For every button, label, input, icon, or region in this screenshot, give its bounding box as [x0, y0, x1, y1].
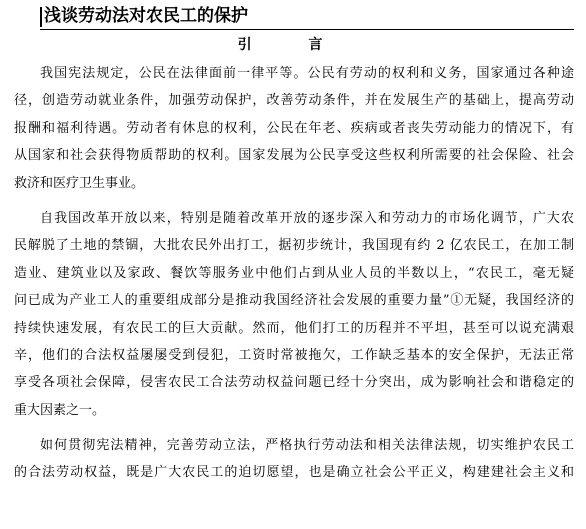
text-line: 自我国改革开放以来，特别是随着改革开放的逐步深入和劳动力的市场化调节，广大农: [40, 210, 574, 226]
text-line: 报酬和福利待遇。劳动者有休息的权利，公民在年老、疾病或者丧失劳动能力的情况下，有: [14, 120, 574, 136]
text-line: 我国宪法规定，公民在法律面前一律平等。公民有劳动的权利和义务，国家通过各种途: [40, 66, 574, 81]
paragraph: [14, 205, 574, 424]
text-line: 持续快速发展，有农民工的巨大贡献。然而，他们打工的历程并不平坦，甚至可以说充满艰: [14, 320, 574, 336]
text-line: 享受各项社会保障，侵害农民工合法劳动权益问题已经十分突出，成为影响社会和谐稳定的: [14, 375, 574, 391]
text-line: 造业、建筑业以及家政、餐饮等服务业中他们占到从业人员的半数以上，“农民工，毫无疑: [14, 265, 574, 281]
text-line: 从国家和社会获得物质帮助的权利。国家发展为公民享受这些权利所需要的社会保险、社会: [14, 148, 574, 164]
text-line: 问已成为产业工人的重要组成部分是推动我国经济社会发展的重要力量”①无疑，我国经济的: [14, 293, 574, 309]
text-line: 辛，他们的合法权益屡屡受到侵犯，工资时常被拖欠，工作缺乏基本的安全保护，无法正常: [14, 347, 574, 363]
section-heading: 引 言: [237, 37, 349, 53]
paragraph: [14, 60, 574, 197]
text-line: 救济和医疗卫生事业。: [14, 175, 145, 191]
document-body: [14, 60, 574, 495]
paragraph: [14, 432, 574, 487]
text-cursor: [40, 7, 42, 27]
text-line: 如何贯彻宪法精神，完善劳动立法，严格执行劳动法和相关法律法规，切实维护农民工: [40, 438, 574, 454]
text-line: 民解脱了土地的禁锢，大批农民外出打工，据初步统计，我国现有约 2 亿农民工，在加工制: [14, 238, 574, 254]
document-title: 浅谈劳动法对农民工的保护: [44, 6, 248, 26]
text-line: 重大因素之一。: [14, 402, 106, 418]
text-line: 径，创造劳动就业条件，加强劳动保护，改善劳动条件，并在发展生产的基础上，提高劳动: [14, 93, 574, 109]
title-bar: [40, 3, 574, 30]
text-line: 的合法劳动权益，既是广大农民工的迫切愿望，也是确立社会公平正义，构建建社会主义和: [14, 465, 574, 481]
